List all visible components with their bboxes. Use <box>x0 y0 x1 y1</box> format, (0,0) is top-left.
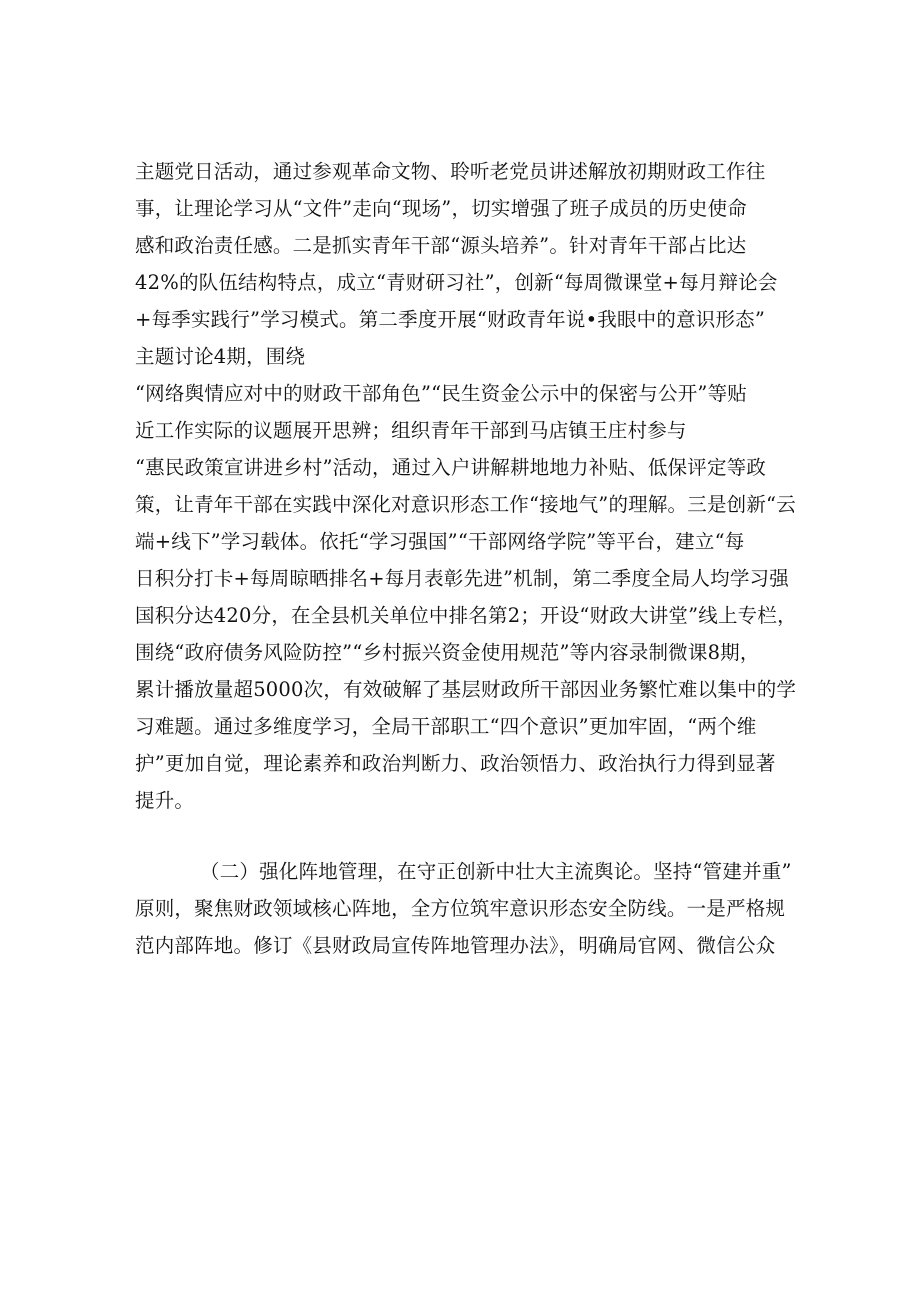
body-text-line: “惠民政策宣讲进乡村”活动，通过入户讲解耕地地力补贴、低保评定等政 <box>135 456 767 479</box>
body-text-line: 国积分达420分，在全县机关单位中排名第2；开设“财政大讲堂”线上专栏， <box>135 604 797 627</box>
body-text-line: 策，让青年干部在实践中深化对意识形态工作“接地气”的理解。三是创新“云 <box>135 493 796 516</box>
section-heading-line: （二）强化阵地管理，在守正创新中壮大主流舆论。坚持“管建并重” <box>200 860 792 883</box>
body-text-line: 感和政治责任感。二是抓实青年干部“源头培养”。针对青年干部占比达 <box>135 234 747 257</box>
body-text-line: 近工作实际的议题展开思辨；组织青年干部到马店镇王庄村参与 <box>135 419 687 442</box>
body-text-line: 护”更加自觉，理论素养和政治判断力、政治领悟力、政治执行力得到显著 <box>135 752 776 775</box>
body-text-line: 原则，聚焦财政领域核心阵地，全方位筑牢意识形态安全防线。一是严格规 <box>135 897 786 920</box>
body-text-line: 范内部阵地。修订《县财政局宣传阵地管理办法》，明确局官网、微信公众 <box>135 934 776 957</box>
body-text-line: 累计播放量超5000次，有效破解了基层财政所干部因业务繁忙难以集中的学 <box>135 678 797 701</box>
body-text-line: 事，让理论学习从“文件”走向“现场”，切实增强了班子成员的历史使命 <box>135 197 747 220</box>
body-text-line: 围绕“政府债务风险防控”“乡村振兴资金使用规范”等内容录制微课8期， <box>135 641 760 664</box>
body-text-line: 主题讨论4期，围绕 <box>135 345 306 368</box>
body-text-line: 日积分打卡+每周晾晒排名+每月表彰先进”机制，第二季度全局人均学习强 <box>135 567 789 590</box>
body-text-line: “网络舆情应对中的财政干部角色”“民生资金公示中的保密与公开”等贴 <box>135 382 747 405</box>
body-text-line: 端+线下”学习载体。依托“学习强国”“干部网络学院”等平台，建立“每 <box>135 530 745 553</box>
body-text-line: 提升。 <box>135 789 195 812</box>
body-text-line: 42%的队伍结构特点，成立“青财研习社”，创新“每周微课堂+每月辩论会 <box>135 271 778 294</box>
body-text-line: +每季实践行”学习模式。第二季度开展“财政青年说•我眼中的意识形态” <box>135 308 766 331</box>
body-text-line: 习难题。通过多维度学习，全局干部职工“四个意识”更加牢固，“两个维 <box>135 715 757 738</box>
body-text-line: 主题党日活动，通过参观革命文物、聆听老党员讲述解放初期财政工作往 <box>135 160 766 183</box>
